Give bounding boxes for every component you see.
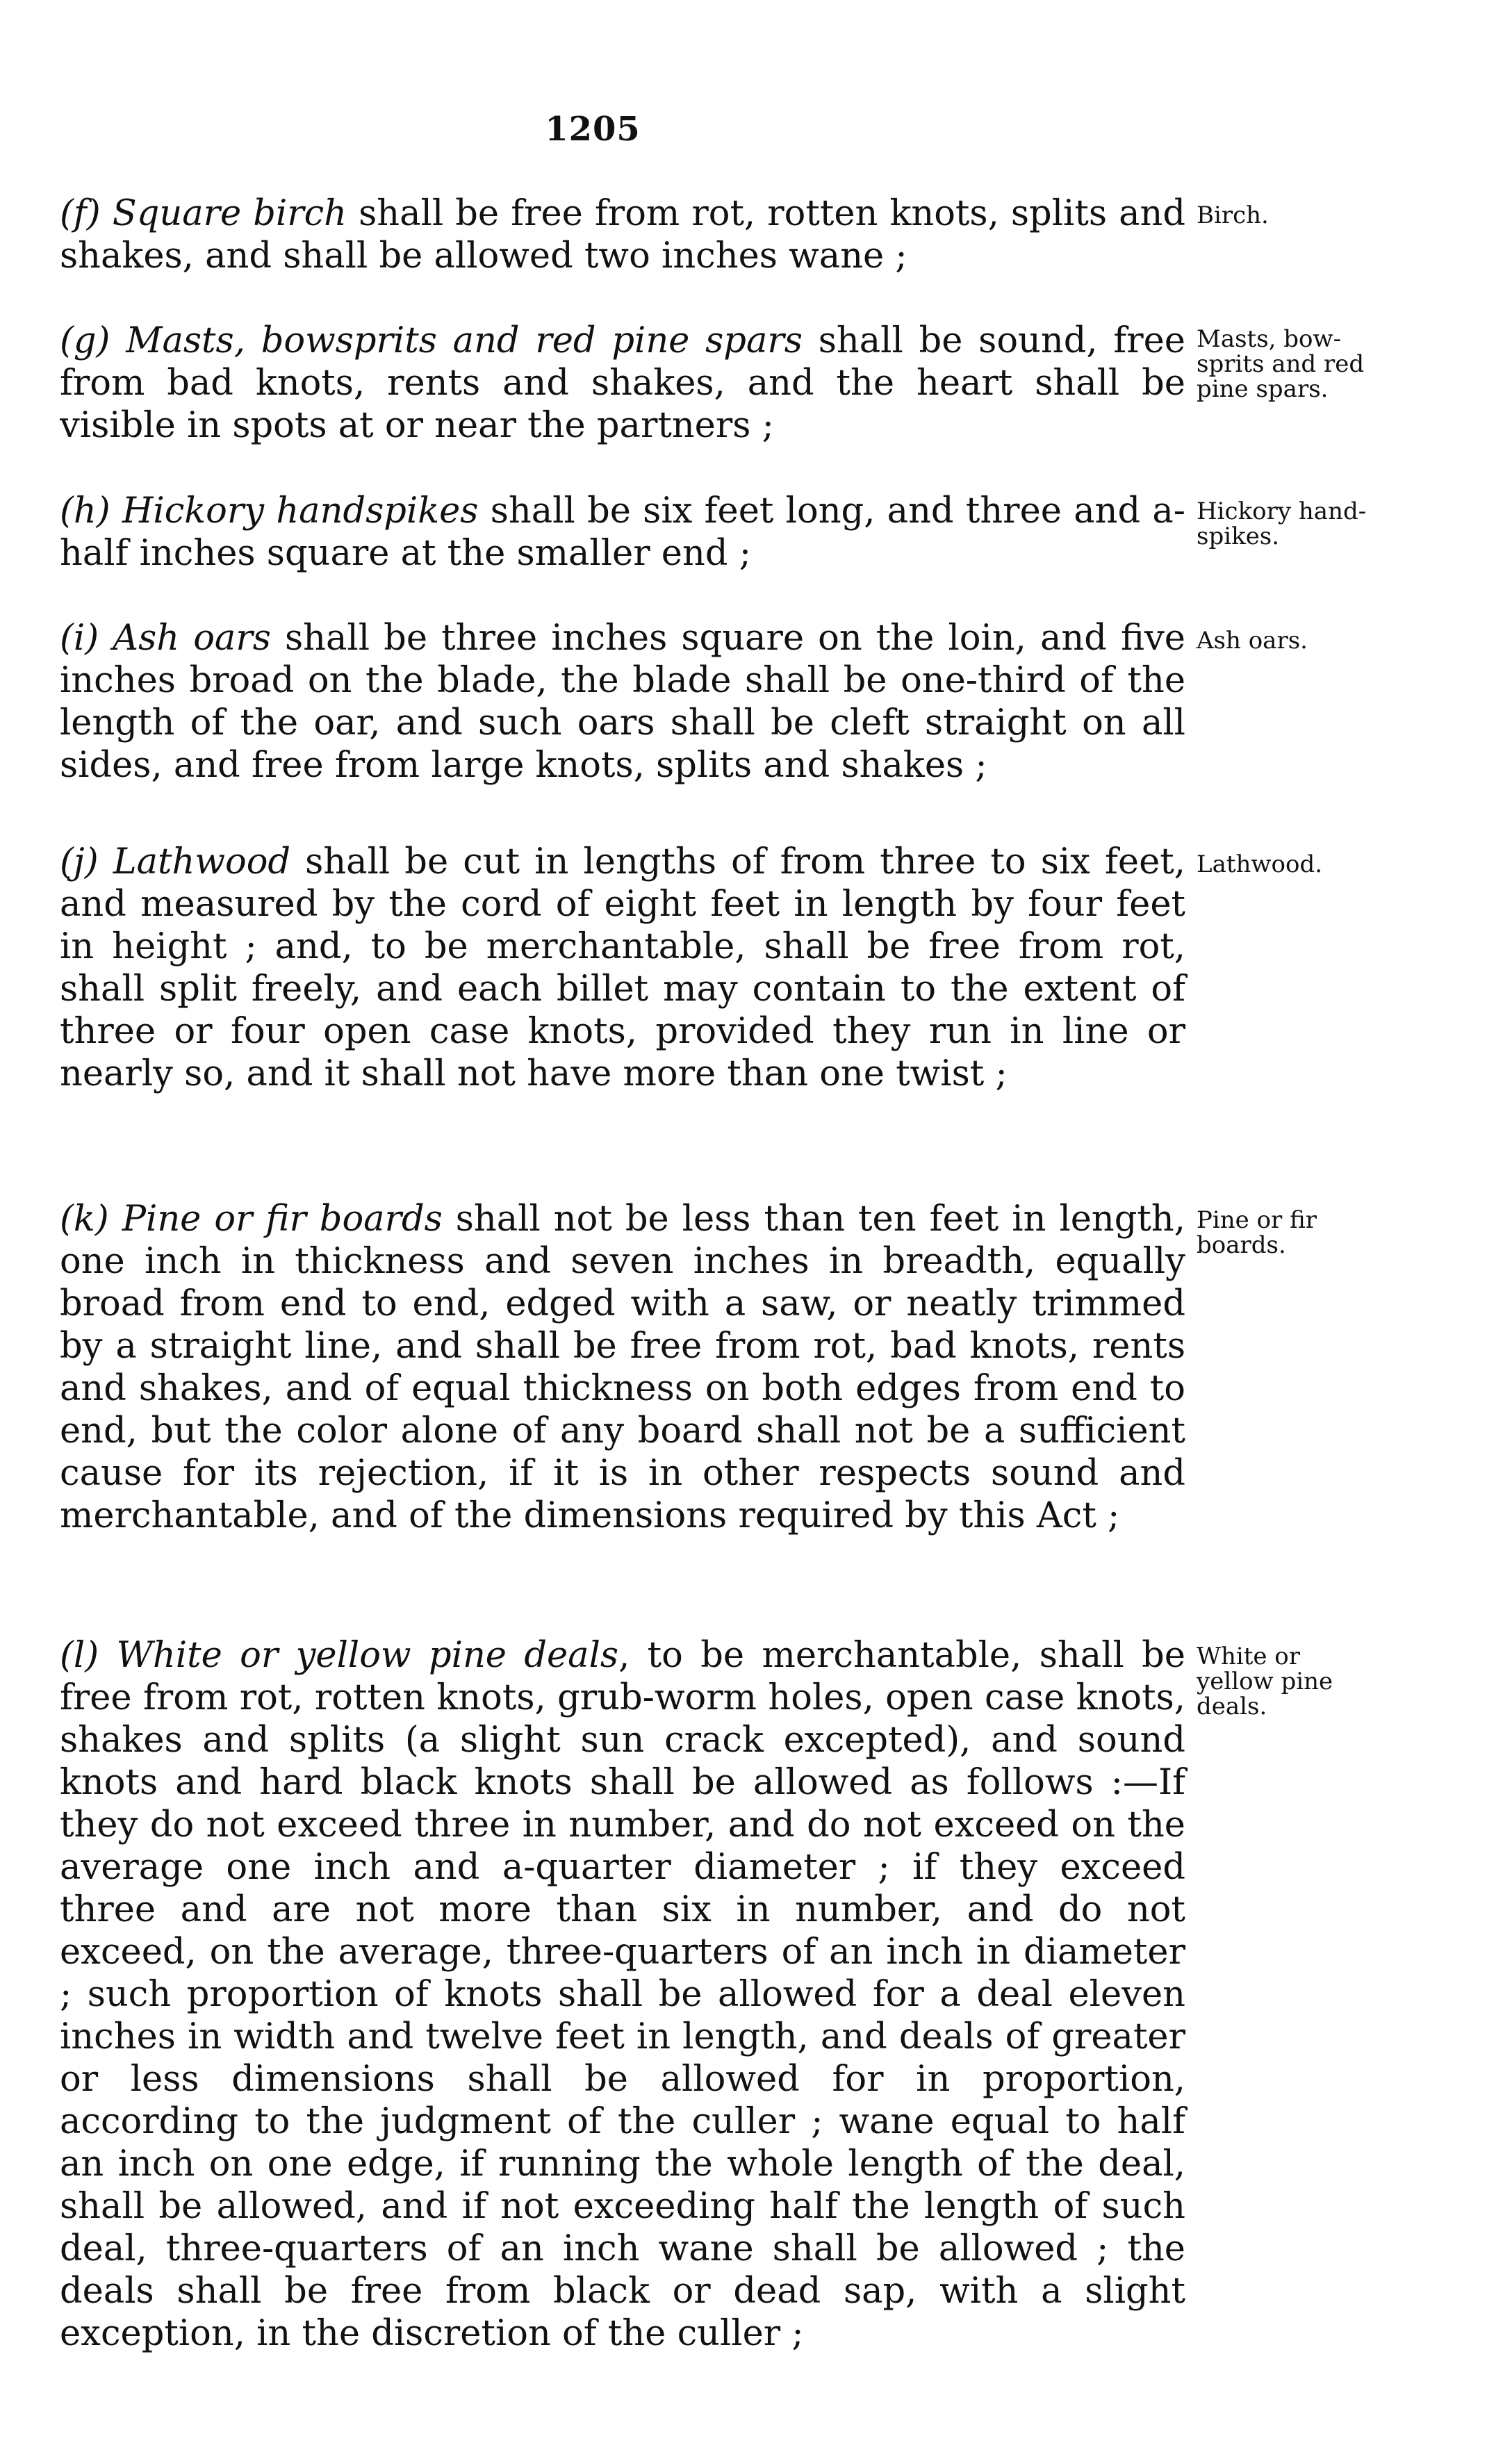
paragraph-text — [60, 320, 1185, 447]
clause-term: White or yellow pine deals — [116, 1635, 619, 1676]
margin-note: Birch. — [1197, 202, 1269, 229]
clause-body: shall not be less than ten feet in length, one inch in thickness and seven inches in breadth, equally broad from end to end, edged with a saw, or neatly trimmed by a straight line, and shall be free from rot, bad knots, rents and shakes, and of equal thickness on both edges from end to end, but the color alone of any board shall not be a sufficient cause for its rejection, if it is in other respects sound and merchantable, and of the dimensions required by this Act ; — [60, 1199, 1185, 1536]
paragraph-text — [60, 1634, 1185, 2355]
margin-note: White or yellow pine deals. — [1197, 1643, 1333, 1720]
margin-note: Hickory hand- spikes. — [1197, 498, 1367, 550]
clause-mark: (f) — [60, 193, 101, 234]
paragraph-text — [60, 617, 1185, 787]
clause-term: Hickory handspikes — [122, 491, 479, 532]
clause-body: shall be sound, free from bad knots, rents and shakes, and the heart shall be visible in spots at or near the partners ; — [60, 320, 1185, 446]
clause-mark: (l) — [60, 1635, 99, 1676]
clause-mark: (i) — [60, 618, 99, 659]
clause-body: , to be merchantable, shall be free from rot, rotten knots, grub-worm holes, open case knots, shakes and splits (a slight sun crack excepted), and sound knots and hard black knots shall be allowed as follows :—If they do not exceed three in number, and do not exceed on the average one inch and a-quarter diameter ; if they exceed three and are not more than six in number, and do not exceed, on the average, three-quarters of an inch in diameter ; such proportion of knots shall be allowed for a deal eleven inches in width and twelve feet in length, and deals of greater or less dimensions shall be allowed for in proportion, according to the judgment of the culler ; wane equal to half an inch on one edge, if running the whole length of the deal, shall be allowed, and if not exceeding half the length of such deal, three-quarters of an inch wane shall be allowed ; the deals shall be free from black or dead sap, with a slight exception, in the discretion of the culler ; — [60, 1635, 1185, 2354]
margin-note: Pine or fir boards. — [1197, 1206, 1317, 1259]
clause-body: shall be cut in lengths of from three to six feet, and measured by the cord of eight feet in length by four feet in height ; and, to be merchantable, shall be free from rot, shall split freely, and each billet may contain to the extent of three or four open case knots, provided they run in line or nearly so, and it shall not have more than one twist ; — [60, 841, 1185, 1094]
paragraph-text — [60, 841, 1185, 1095]
clause-term: Masts, bowsprits and red pine spars — [126, 320, 803, 361]
page-number: 1205 — [545, 110, 641, 149]
clause-term: Lathwood — [113, 841, 291, 882]
clause-mark: (g) — [60, 320, 110, 361]
paragraph-text — [60, 192, 1185, 277]
clause-term: Pine or fir boards — [122, 1199, 443, 1240]
clause-body: shall be free from rot, rotten knots, splits and shakes, and shall be allowed two inches wane ; — [60, 193, 1185, 277]
clause-mark: (j) — [60, 841, 99, 882]
clause-mark: (k) — [60, 1199, 109, 1240]
clause-body: shall be six feet long, and three and a-half inches square at the smaller end ; — [60, 491, 1186, 574]
clause-body: shall be three inches square on the loin, and five inches broad on the blade, the blade shall be one-third of the length of the oar, and such oars shall be cleft straight on all sides, and free from large knots, splits and shakes ; — [60, 618, 1185, 786]
margin-note: Ash oars. — [1197, 627, 1308, 655]
clause-mark: (h) — [60, 491, 110, 532]
clause-term: Ash oars — [113, 618, 271, 659]
paragraph-text — [60, 1198, 1185, 1537]
clause-term: Square birch — [112, 193, 347, 234]
paragraph-text — [60, 490, 1185, 575]
margin-note: Lathwood. — [1197, 850, 1323, 878]
margin-note: Masts, bow- sprits and red pine spars. — [1197, 325, 1365, 403]
